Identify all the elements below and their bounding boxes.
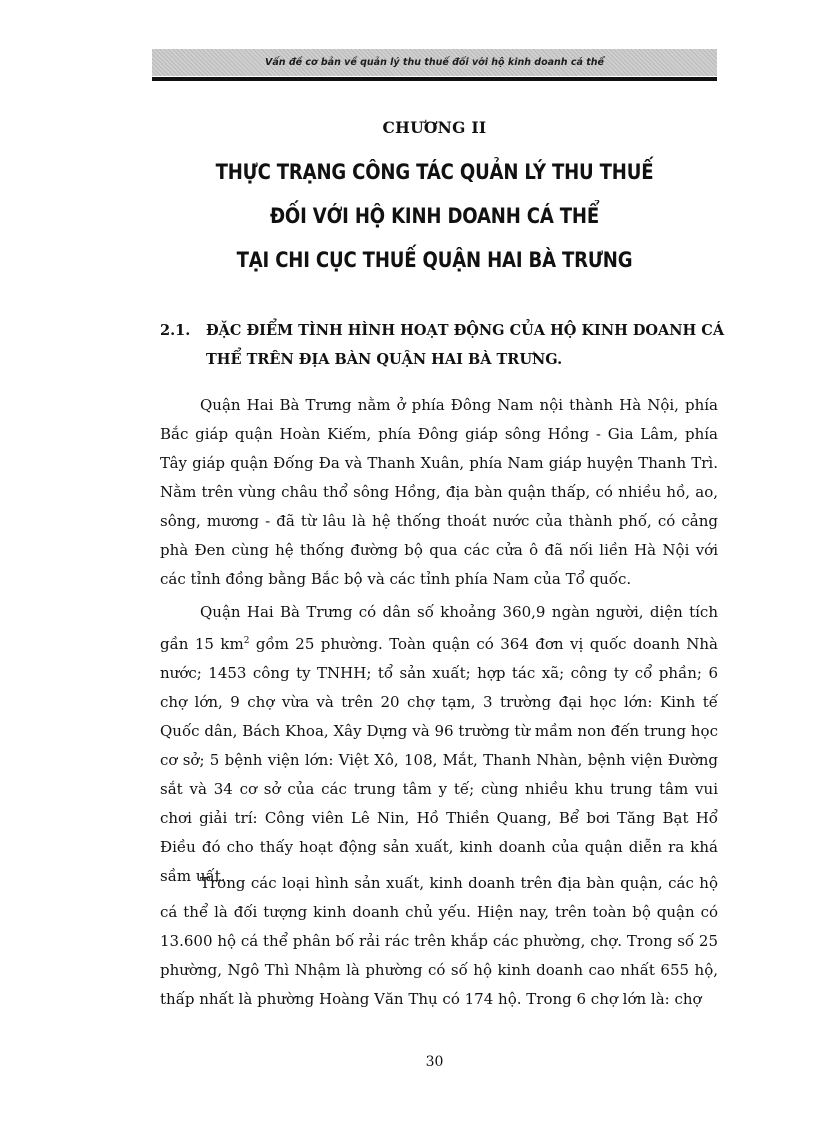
body-paragraph-3: Trong các loại hình sản xuất, kinh doanh trên địa bàn quận, các hộ cá thể là đối tượng kinh doanh chủ yếu. Hiện nay, trên toàn bộ quận có 13.600 hộ cá thể phân bố rải rác trên khắp các phường, chợ. Trong số 25 phường, Ngô Thì Nhậm là phường có số hộ kinh doanh cao nhất 655 hộ, thấp nhất là phường Hoàng Văn Thụ có 174 hộ. Trong 6 chợ lớn là: chợ — [160, 874, 718, 1008]
body-paragraph-1: Quận Hai Bà Trưng nằm ở phía Đông Nam nội thành Hà Nội, phía Bắc giáp quận Hoàn Kiếm, phía Đông giáp sông Hồng - Gia Lâm, phía Tây giáp quận Đống Đa và Thanh Xuân, phía Nam giáp huyện Thanh Trì. Nằm trên vùng châu thổ sông Hồng, địa bàn quận thấp, có nhiều hồ, ao, sông, mương - đã từ lâu là hệ thống thoát nước của thành phố, có cảng phà Đen cùng hệ thống đường bộ qua các cửa ô đã nối liền Hà Nội với các tỉnh đồng bằng Bắc bộ và các tỉnh phía Nam của Tổ quốc. — [160, 396, 718, 588]
section-heading — [160, 316, 730, 374]
superscript-2: 2 — [243, 636, 250, 646]
paragraph-2-part-1: Quận Hai Bà Trưng có dân số khoảng 360,9 ngàn người, diện tích gần 15 km — [160, 603, 718, 653]
section-title: ĐẶC ĐIỂM TÌNH HÌNH HOẠT ĐỘNG CỦA HỘ KINH DOANH CÁ THỂ TRÊN ĐỊA BÀN QUẬN HAI BÀ TRƯNG. — [206, 322, 725, 368]
chapter-label: CHƯƠNG II — [382, 118, 487, 137]
running-header-text: Vấn đề cơ bản về quản lý thu thuế đối với hộ kinh doanh cá thể — [265, 57, 604, 68]
running-header — [152, 49, 717, 76]
page-number: 30 — [425, 1054, 444, 1070]
body-paragraph-2 — [160, 598, 718, 891]
chapter-title-line-3: TẠI CHI CỤC THUẾ QUẬN HAI BÀ TRƯNG — [236, 248, 633, 272]
section-number: 2.1. — [160, 322, 191, 339]
paragraph-2-part-2: gồm 25 phường. Toàn quận có 364 đơn vị quốc doanh Nhà nước; 1453 công ty TNHH; tổ sản xuất; hợp tác xã; công ty cổ phần; 6 chợ lớn, 9 chợ vừa và trên 20 chợ tạm, 3 trường đại học lớn: Kinh tế Quốc dân, Bách Khoa, Xây Dựng và 96 trường từ mầm non đến trung học cơ sở; 5 bệnh viện lớn: Việt Xô, 108, Mắt, Thanh Nhàn, bệnh viện Đường sắt và 34 cơ sở của các trung tâm y tế; cùng nhiều khu trung tâm vui chơi giải trí: Công viên Lê Nin, Hồ Thiền Quang, Bể bơi Tăng Bạt Hổ Điều đó cho thấy hoạt động sản xuất, kinh doanh của quận diễn ra khá sầm uất. — [160, 635, 718, 885]
chapter-title-line-1: THỰC TRẠNG CÔNG TÁC QUẢN LÝ THU THUẾ — [215, 160, 654, 184]
header-rule — [152, 77, 717, 81]
chapter-title-line-2: ĐỐI VỚI HỘ KINH DOANH CÁ THỂ — [269, 204, 600, 228]
